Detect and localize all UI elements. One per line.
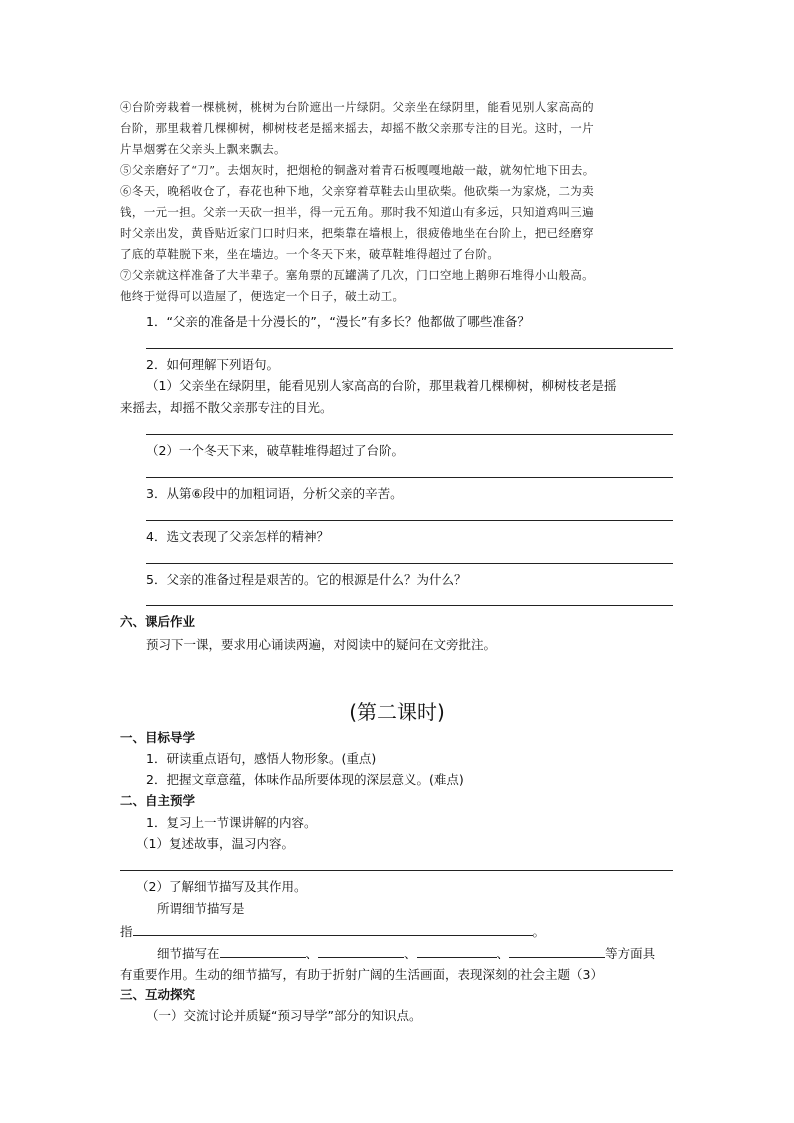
goal-item-2: 2．把握文章意蕴，体味作品所要体现的深层意义。(难点) bbox=[146, 772, 464, 787]
answer-line-q1 bbox=[146, 348, 673, 349]
interactive-item-1: （一）交流讨论并质疑“预习导学”部分的知识点。 bbox=[146, 1008, 422, 1023]
passage-p4-line2: 台阶，那里栽着几棵柳树，柳树枝老是摇来摇去，却摇不散父亲那专注的目光。这时，一片 bbox=[120, 121, 594, 135]
question-2-1-line2: 来摇去，却摇不散父亲那专注的目光。 bbox=[120, 400, 333, 415]
preview-sub-2: （2）了解细节描写及其作用。 bbox=[136, 879, 307, 894]
question-4: 4．选文表现了父亲怎样的精神？ bbox=[146, 529, 329, 544]
passage-p6-line1: ⑥冬天，晚稻收仓了，春花也种下地，父亲穿着草鞋去山里砍柴。他砍柴一为家烧，二为卖 bbox=[120, 184, 594, 198]
detail-blank-3[interactable] bbox=[417, 943, 497, 958]
answer-line-retell bbox=[120, 870, 673, 871]
passage-p6-line3: 时父亲出发，黄昏贴近家门口时归来，把柴靠在墙根上，很疲倦地坐在台阶上，把已经磨穿 bbox=[120, 226, 594, 240]
lesson2-title: (第二课时) bbox=[349, 700, 445, 724]
detail-prefix: 细节描写在 bbox=[157, 946, 220, 961]
definition-line bbox=[120, 921, 545, 942]
passage-p4-line1: ④台阶旁栽着一棵桃树，桃树为台阶遮出一片绿阴。父亲坐在绿阴里，能看见别人家高高的 bbox=[120, 100, 594, 114]
preview-sub-1: （1）复述故事，温习内容。 bbox=[136, 836, 294, 851]
answer-line-q2-1 bbox=[146, 434, 673, 435]
question-2: 2．如何理解下列语句。 bbox=[146, 357, 279, 372]
answer-line-q3 bbox=[146, 520, 673, 521]
definition-prefix: 指 bbox=[120, 924, 133, 939]
answer-line-q4 bbox=[146, 563, 673, 564]
section3-heading: 三、互动探究 bbox=[120, 987, 196, 1002]
passage-p6-line4: 了底的草鞋脱下来，坐在墙边。一个冬天下来，破草鞋堆得超过了台阶。 bbox=[120, 247, 500, 261]
detail-blank-1[interactable] bbox=[220, 943, 306, 958]
section1-heading: 一、目标导学 bbox=[120, 730, 196, 745]
definition-intro: 所谓细节描写是 bbox=[157, 901, 245, 916]
separator: 、 bbox=[496, 946, 510, 961]
section2-heading: 二、自主预学 bbox=[120, 793, 196, 808]
definition-blank[interactable] bbox=[133, 921, 533, 936]
homework-text: 预习下一课，要求用心诵读两遍，对阅读中的疑问在文旁批注。 bbox=[146, 637, 497, 652]
answer-line-q5 bbox=[146, 605, 673, 606]
separator: 、 bbox=[305, 946, 319, 961]
question-1: 1．“父亲的准备是十分漫长的”，“漫长”有多长？他都做了哪些准备？ bbox=[146, 314, 530, 329]
passage-p4-line3: 片旱烟雾在父亲头上飘来飘去。 bbox=[120, 142, 286, 156]
detail-suffix: 等方面具 bbox=[605, 946, 656, 961]
passage-p6-line2: 钱，一元一担。父亲一天砍一担半，得一元五角。那时我不知道山有多远，只知道鸡叫三遍 bbox=[120, 205, 594, 219]
passage-p5-line1: ⑤父亲磨好了“刀”。去烟灰时，把烟枪的铜盏对着青石板嘎嘎地敲一敲，就匆忙地下田去。 bbox=[120, 163, 595, 177]
homework-heading: 六、课后作业 bbox=[120, 614, 196, 629]
answer-line-q2-2 bbox=[146, 477, 673, 478]
definition-end: 。 bbox=[532, 924, 546, 939]
detail-line bbox=[157, 943, 655, 964]
goal-item-1: 1．研读重点语句，感悟人物形象。(重点) bbox=[146, 751, 377, 766]
question-5: 5．父亲的准备过程是艰苦的。它的根源是什么？为什么？ bbox=[146, 572, 467, 587]
detail-line-2: 有重要作用。生动的细节描写，有助于折射广阔的生活画面，表现深刻的社会主题（3） bbox=[120, 967, 603, 982]
passage-p7-line1: ⑦父亲就这样准备了大半辈子。塞角票的瓦罐满了几次，门口空地上鹅卵石堆得小山般高。 bbox=[120, 268, 594, 282]
question-2-1-line1: （1）父亲坐在绿阴里，能看见别人家高高的台阶，那里栽着几棵柳树，柳树枝老是摇 bbox=[146, 378, 617, 393]
question-3: 3．从第⑥段中的加粗词语，分析父亲的辛苦。 bbox=[146, 486, 403, 501]
question-2-2: （2）一个冬天下来，破草鞋堆得超过了台阶。 bbox=[146, 443, 404, 458]
passage-p7-line2: 他终于觉得可以造屋了，便选定一个日子，破土动工。 bbox=[120, 289, 405, 303]
separator: 、 bbox=[404, 946, 417, 961]
detail-blank-4[interactable] bbox=[509, 943, 605, 958]
detail-blank-2[interactable] bbox=[318, 943, 404, 958]
preview-item-1: 1．复习上一节课讲解的内容。 bbox=[146, 815, 317, 830]
